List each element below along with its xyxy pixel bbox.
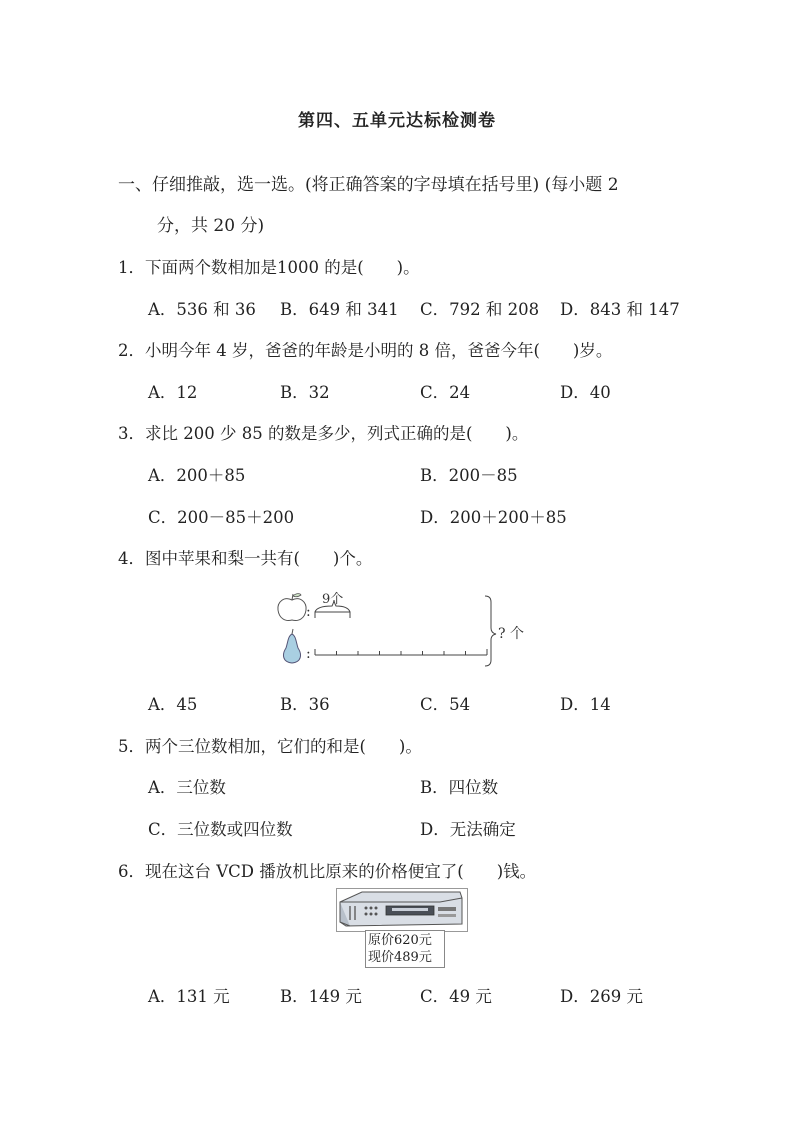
question-3-option-d[interactable]: D．200＋200＋85 [420,508,567,527]
question-1-option-a[interactable]: A．536 和 36 [148,300,256,319]
section-heading-line2: 分，共 20 分) [157,216,265,236]
question-3-stem: 3．求比 200 少 85 的数是多少，列式正确的是( )。 [118,424,529,443]
question-4-option-a[interactable]: A．45 [148,695,198,714]
question-4-option-d[interactable]: D．14 [560,695,611,714]
price-tag [365,930,445,968]
question-3-option-c[interactable]: C．200－85＋200 [148,508,295,527]
question-6-option-a[interactable]: A．131 元 [148,987,230,1006]
vcd-player-icon [336,888,468,932]
question-3-option-a[interactable]: A．200＋85 [148,466,246,485]
question-6-option-c[interactable]: C．49 元 [420,987,492,1006]
question-5-option-b[interactable]: B．四位数 [420,778,499,797]
question-5-stem: 5．两个三位数相加，它们的和是( )。 [118,737,422,756]
question-5-option-d[interactable]: D．无法确定 [420,820,516,839]
original-price: 原价620元 [368,933,432,948]
question-3-option-b[interactable]: B．200－85 [420,466,518,485]
question-5-option-a[interactable]: A．三位数 [148,778,226,797]
question-4-option-b[interactable]: B．36 [280,695,330,714]
question-6-stem: 6．现在这台 VCD 播放机比原来的价格便宜了( )钱。 [118,862,537,881]
question-2-option-d[interactable]: D．40 [560,383,611,402]
question-1-stem: 1．下面两个数相加是1000 的是( )。 [118,258,420,277]
question-6-option-b[interactable]: B．149 元 [280,987,362,1006]
svg-text::: : [306,604,311,620]
apple-icon [278,594,306,621]
question-1-option-d[interactable]: D．843 和 147 [560,300,680,319]
section-heading-line1: 一、仔细推敲，选一选。(将正确答案的字母填在括号里) (每小题 2 [118,175,619,195]
question-2-stem: 2．小明今年 4 岁，爸爸的年龄是小明的 8 倍，爸爸今年( )岁。 [118,341,613,360]
question-4-stem: 4．图中苹果和梨一共有( )个。 [118,549,373,568]
question-1-option-c[interactable]: C．792 和 208 [420,300,540,319]
question-2-option-a[interactable]: A．12 [148,383,198,402]
question-4-option-c[interactable]: C．54 [420,695,471,714]
question-2-option-c[interactable]: C．24 [420,383,471,402]
page-title: 第四、五单元达标检测卷 [298,111,496,131]
pear-icon [284,629,301,663]
total-count-label: ? 个 [498,626,524,642]
question-5-option-c[interactable]: C．三位数或四位数 [148,820,293,839]
svg-text::: : [306,646,311,662]
question-6-option-d[interactable]: D．269 元 [560,987,643,1006]
apple-count-label: 9个 [322,592,344,607]
question-1-option-b[interactable]: B．649 和 341 [280,300,399,319]
apple-pear-diagram [272,590,532,672]
current-price: 现价489元 [368,950,432,965]
question-2-option-b[interactable]: B．32 [280,383,330,402]
